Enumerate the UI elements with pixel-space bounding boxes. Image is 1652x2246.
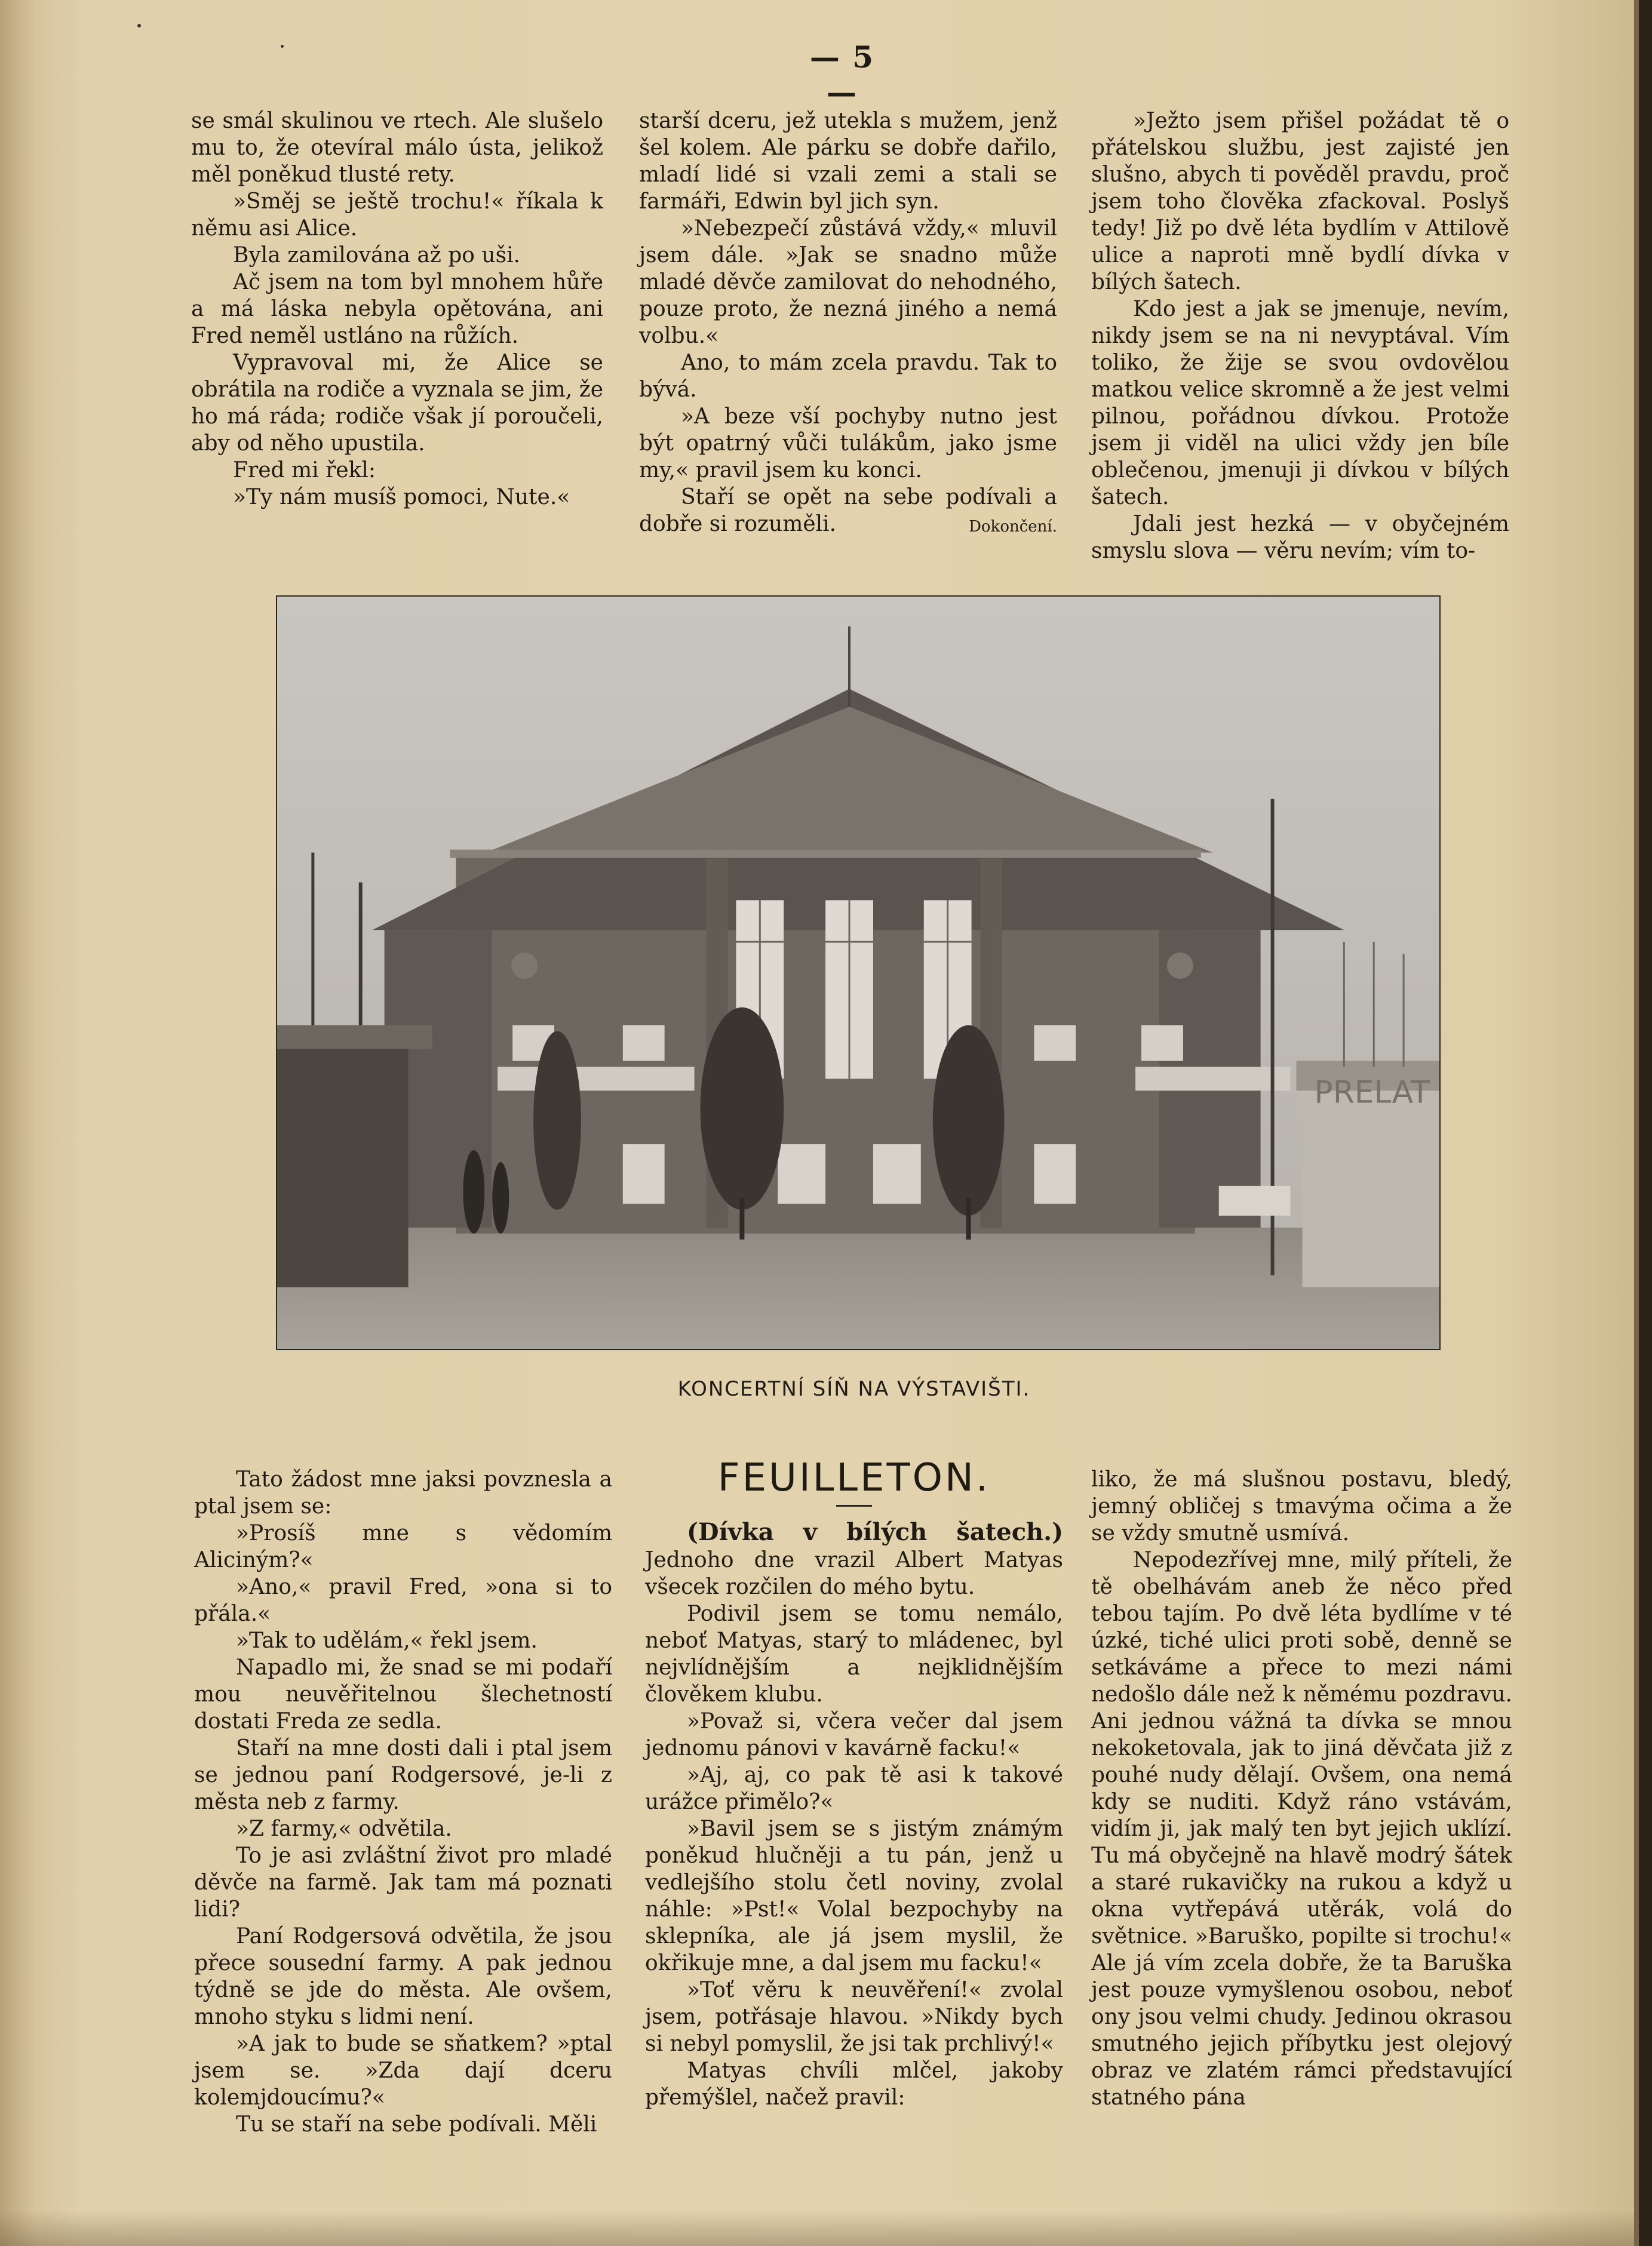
paragraph: »Toť věru k neuvěření!« zvolal jsem, potřásaje hlavou. »Nikdy bych si nebyl pomyslil, že jsi tak prchlivý!« (645, 1978, 1063, 2056)
pavilion-sign: PRELAT (1314, 1074, 1430, 1111)
heading-rule (836, 1505, 872, 1507)
paragraph: Vypravoval mi, že Alice se obrátila na rodiče a vyznala se jim, že ho má ráda; rodiče však jí poroučeli, aby od něho upustila. (191, 351, 603, 456)
concert-hall-illustration (277, 597, 1439, 1349)
paragraph: »Bavil jsem se s jistým známým poněkud hlučněji a tu pán, jenž u vedlejšího stolu četl noviny, zvolal náhle: »Pst!« Volal bezpochyby na sklepníka, ale já jsem myslil, že okřikuje mne, a dal jsem mu facku!« (645, 1817, 1063, 1975)
binding-edge (1634, 0, 1639, 2246)
paragraph: Podivil jsem se tomu nemálo, neboť Matyas, starý to mládenec, byl nejvlídnějším a nejklidnějším člověkem klubu. (645, 1602, 1063, 1707)
photo-caption: KONCERTNÍ SÍŇ NA VÝSTAVIŠTI. (677, 1377, 1031, 1401)
paragraph: »Nebezpečí zůstává vždy,« mluvil jsem dále. »Jak se snadno může mladé děvče zamilovat do nehodného, pouze proto, že nezná jiného a nemá volbu.« (639, 216, 1057, 348)
paragraph: se smál skulinou ve rtech. Ale slušelo mu to, že otevíral málo ústa, jelikož měl poněkud tlusté rety. (191, 109, 603, 187)
bottom-column-2 (645, 1457, 1063, 2111)
paragraph: »Prosíš mne s vědomím Aliciným?« (194, 1521, 612, 1572)
paragraph: Staří na mne dosti dali i ptal jsem se jednou paní Rodgersové, je-li z města neb z farmy. (194, 1736, 612, 1814)
paragraph: Napadlo mi, že snad se mi podaří mou neuvěřitelnou šlechetností dostati Freda ze sedla. (194, 1655, 612, 1734)
paragraph: Ač jsem na tom byl mnohem hůře a má láska nebyla opětována, ani Fred neměl ustláno na růžích. (191, 270, 603, 348)
paragraph: »Aj, aj, co pak tě asi k takové urážce přimělo?« (645, 1763, 1063, 1814)
paragraph: »Považ si, včera večer dal jsem jednomu pánovi v kavárně facku!« (645, 1709, 1063, 1760)
top-column-3 (1091, 107, 1509, 564)
paragraph: »A jak to bude se sňatkem? »ptal jsem se. »Zda dají dceru kolemjdoucímu?« (194, 2032, 612, 2110)
paragraph: starší dceru, jež utekla s mužem, jenž šel kolem. Ale párku se dobře dařilo, mladí lidé si vzali zemi a stali se farmáři, Edwin byl jich syn. (639, 109, 1057, 214)
print-speck (281, 45, 284, 48)
paragraph: Kdo jest a jak se jmenuje, nevím, nikdy jsem se na ni nevyptával. Vím toliko, že žije se svou ovdovělou matkou velice skromně a že jest velmi pilnou, pořádnou dívkou. Protože jsem ji viděl na ulici vždy jen bíle oblečenou, jmenuji ji dívkou v bílých šatech. (1091, 297, 1509, 509)
concert-hall-photo (276, 595, 1441, 1350)
paragraph: Staří se opět na sebe podívali a dobře si rozuměli. (639, 485, 1057, 536)
paragraph: Nepodezřívej mne, milý příteli, že tě obelhávám aneb že něco před tebou tajím. Po dvě léta bydlíme v té úzké, tiché ulici proti sobě, denně se setkáváme a přece to mezi námi nedošlo dále než k němému pozdravu. Ani jednou vážná ta dívka se mnou nekoketovala, jak to jiná děvčata již z pouhé nudy dělají. Ovšem, ona nemá kdy se nuditi. Když ráno vstávám, vidím ji, jak malý ten byt jejich uklízí. Tu má obyčejně na hlavě modrý šátek a staré rukavičky na rukou a když u okna vytřepává utěrák, volá do světnice. »Baruško, popilte si trochu!« Ale já vím zcela dobře, že ta Baruška jest pouze vymyšlenou osobou, neboť ony jsou velmi chudy. Jedinou okrasou smutného jejich příbytku jest olejový obraz ve zlatém rámci představující statného pána (1091, 1548, 1512, 2110)
page-number: — 5 — (809, 39, 875, 110)
binding-spine (1639, 0, 1652, 2246)
paragraph: »Z farmy,« odvětila. (236, 1817, 452, 1841)
story-title: (Dívka v bílých šatech.) (687, 1518, 1063, 1546)
paragraph: Ano, to mám zcela pravdu. Tak to bývá. (639, 351, 1057, 402)
paragraph: Matyas chvíli mlčel, jakoby přemýšlel, načež pravil: (645, 2058, 1063, 2110)
print-speck (137, 24, 141, 27)
paragraph: liko, že má slušnou postavu, bledý, jemný obličej s tmavýma očima a že se vždy smutně usmívá. (1091, 1467, 1512, 1546)
top-column-1 (191, 107, 603, 511)
paragraph: »Tak to udělám,« řekl jsem. (236, 1629, 538, 1653)
paragraph: Paní Rodgersová odvětila, že jsou přece sousední farmy. A pak jednou týdně se jde do města. Ale ovšem, mnoho styku s lidmi není. (194, 1924, 612, 2029)
paragraph: »Ano,« pravil Fred, »ona si to přála.« (194, 1575, 612, 1626)
feuilleton-heading: FEUILLETON. (717, 1456, 991, 1500)
paragraph: Jdali jest hezká — v obyčejném smyslu slova — věru nevím; vím to- (1091, 512, 1509, 563)
paragraph: To je asi zvláštní život pro mladé děvče na farmě. Jak tam má poznati lidi? (194, 1843, 612, 1922)
paragraph: Fred mi řekl: (233, 458, 376, 483)
bottom-column-3 (1091, 1466, 1512, 2111)
bottom-column-1 (194, 1466, 612, 2138)
paragraph: Jednoho dne vrazil Albert Matyas všecek rozčilen do mého bytu. (645, 1548, 1063, 1599)
paragraph: Byla zamilována až po uši. (233, 243, 521, 268)
paragraph: »Ježto jsem přišel požádat tě o přátelskou službu, jest zajisté jen slušno, abych ti pověděl pravdu, proč jsem toho člověka zfackoval. Poslyš tedy! Již po dvě léta bydlím v Attilově ulice a naproti mně bydlí dívka v bílých šatech. (1091, 109, 1509, 294)
paragraph: Tato žádost mne jaksi povznesla a ptal jsem se: (194, 1467, 612, 1519)
paragraph: »Směj se ještě trochu!« říkala k němu asi Alice. (191, 189, 603, 241)
paragraph: Tu se staří na sebe podívali. Měli (236, 2112, 597, 2137)
paragraph: »Ty nám musíš pomoci, Nute.« (233, 485, 570, 509)
continuation-note: Dokončení. (969, 518, 1057, 536)
paragraph: »A beze vší pochyby nutno jest být opatrný vůči tulákům, jako jsme my,« pravil jsem ku konci. (639, 404, 1057, 483)
top-column-2 (639, 107, 1057, 540)
